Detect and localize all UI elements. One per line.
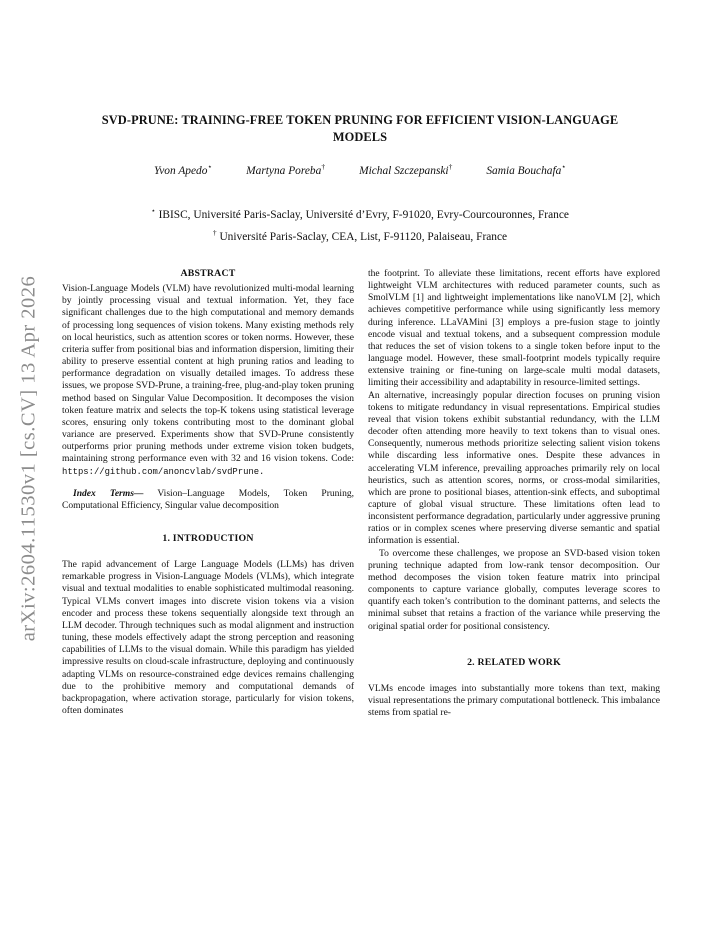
author-name: Yvon Apedo — [153, 164, 208, 177]
title-line-1: SVD-PRUNE: TRAINING-FREE TOKEN PRUNING FOR EFFICIENT VISION-LANGUAGE — [101, 113, 619, 127]
index-terms — [62, 488, 354, 512]
left-column — [62, 268, 354, 717]
author-2 — [246, 162, 325, 177]
author-mark: ⋆ — [561, 162, 567, 171]
abstract-text: Vision-Language Models (VLM) have revolutionized multi-modal learning by jointly processing visual and textual information. Yet, they face significant challenges due to the high computational and memory demands of processing long sequences of vision tokens. Many existing methods rely on local heuristics, such as attention scores or token norms. However, these criteria suffer from positional bias and information dispersion, limiting their ability to preserve essential content at high pruning ratios and leading to performance degradation on visually detailed images. To address these issues, we propose SVD-Prune, a training-free, plug-and-play token pruning method based on Singular Value Decomposition. It decomposes the vision token feature matrix and selects the top-K tokens using statistical leverage scores, ensuring only tokens contributing most to the dominant global variance are preserved. Experiments show that SVD-Prune consistently outperforms prior pruning methods under extreme vision token budgets, maintaining strong performance even with 32 and 16 vision tokens. Code: — [62, 283, 354, 465]
arxiv-identifier-text: arXiv:2604.11530v1 [cs.CV] 13 Apr 2026 — [17, 275, 40, 641]
author-mark: ⋆ — [207, 162, 213, 171]
author-mark: † — [321, 162, 326, 171]
author-1 — [154, 162, 212, 177]
right-column — [368, 268, 660, 719]
author-name: Samia Bouchafa — [486, 164, 562, 177]
affiliation-text: Université Paris-Saclay, CEA, List, F-91120, Palaiseau, France — [216, 230, 508, 243]
intro-paragraph-3: An alternative, increasingly popular direction focuses on pruning vision tokens to mitigate redundancy in visual representations. Empirical studies reveal that vision tokens exhibit substantial redundancy, with the LLM decoder often attending more heavily to text tokens than to visual ones. Consequently, numerous methods prioritize selecting salient vision tokens while discarding less informative ones. Despite these advances in accelerating VLM inference, prevailing approaches primarily rely on local heuristics, such as attention scores, norms, or cross-modal similarities, which are prone to positional biases, attention-sink effects, and suboptimal capture of global visual structure. These limitations often lead to inconsistent performance degradation, particularly under aggressive pruning ratios or in complex scenes where preserving diverse semantic and spatial information is essential. — [368, 389, 660, 547]
abstract-body — [62, 283, 354, 478]
affiliations — [60, 202, 660, 246]
code-link[interactable]: https://github.com/anoncvlab/svdPrune. — [62, 466, 265, 477]
introduction-heading: 1. INTRODUCTION — [162, 532, 254, 544]
author-name: Martyna Poreba — [246, 164, 322, 177]
intro-paragraph-2: the footprint. To alleviate these limitations, recent efforts have explored lightweight VLM architectures with reduced parameter counts, such as SmolVLM [1] and lightweight implementations like nanoVLM [2], which achieves competitive performance while using significantly less memory during inference. LLaVAMini [3] employs a pre-fusion stage to jointly encode visual and textual tokens, and a subsequent compression module that reduces the set of vision tokens to a single token before input to the language model. However, these small-footprint models typically require extensive training or fine-tuning on large-scale multi modal datasets, limiting their accessibility and adaptability in resource-limited settings. — [368, 268, 660, 389]
paper-title — [60, 112, 660, 146]
title-line-2: MODELS — [332, 130, 388, 144]
author-mark: † — [448, 162, 453, 171]
intro-paragraph-1: The rapid advancement of Large Language Models (LLMs) has driven remarkable progress in Vision-Language Models (VLMs), which integrate visual and textual modalities to enable sophisticated multimodal reasoning. Typical VLMs convert images into discrete vision tokens via a vision encoder and process these tokens sequentially alongside text through an LLM decoder. Through techniques such as modal alignment and instruction tuning, these models effectively adapt the strong perception and reasoning capabilities of LLMs to the visual domain. While this paradigm has yielded impressive results on cloud-scale infrastructure, deploying and continuously adapting VLMs on resource-constrained edge devices remains challenging due to the prohibitive memory and computational demands of backpropagation, where activation storage, particularly for vision tokens, often dominates — [62, 559, 354, 716]
author-3 — [359, 162, 452, 177]
author-4 — [486, 162, 566, 177]
affiliation-1 — [60, 202, 660, 224]
index-terms-text: Vision–Language Models, Token Pruning, Computational Efficiency, Singular value decomposition — [62, 487, 355, 511]
affiliation-mark: † — [212, 227, 217, 237]
affiliation-mark: ⋆ — [151, 206, 156, 215]
related-paragraph-1: VLMs encode images into substantially more tokens than text, making visual representations the primary computational bottleneck. This imbalance stems from spatial re- — [368, 682, 660, 719]
index-terms-label: Index Terms— — [73, 487, 144, 499]
affiliation-text: IBISC, Université Paris-Saclay, Université d’Evry, F-91020, Evry-Courcouronnes, France — [155, 208, 569, 221]
abstract-heading: ABSTRACT — [180, 268, 236, 279]
affiliation-2 — [60, 224, 660, 246]
related-work-heading: 2. RELATED WORK — [467, 656, 561, 668]
intro-paragraph-4: To overcome these challenges, we propose an SVD-based vision token pruning technique adapted from low-rank tensor decomposition. Our method decomposes the vision token feature matrix into principal components to capture variance globally, computes leverage scores to quantify each token’s contribution to the dominant patterns, and selects the minimal subset that retains a fraction of the variance while preserving the original spatial order for positional consistency. — [368, 547, 660, 632]
author-name: Michal Szczepanski — [359, 164, 449, 177]
arxiv-identifier — [8, 248, 50, 668]
author-list — [60, 162, 660, 177]
